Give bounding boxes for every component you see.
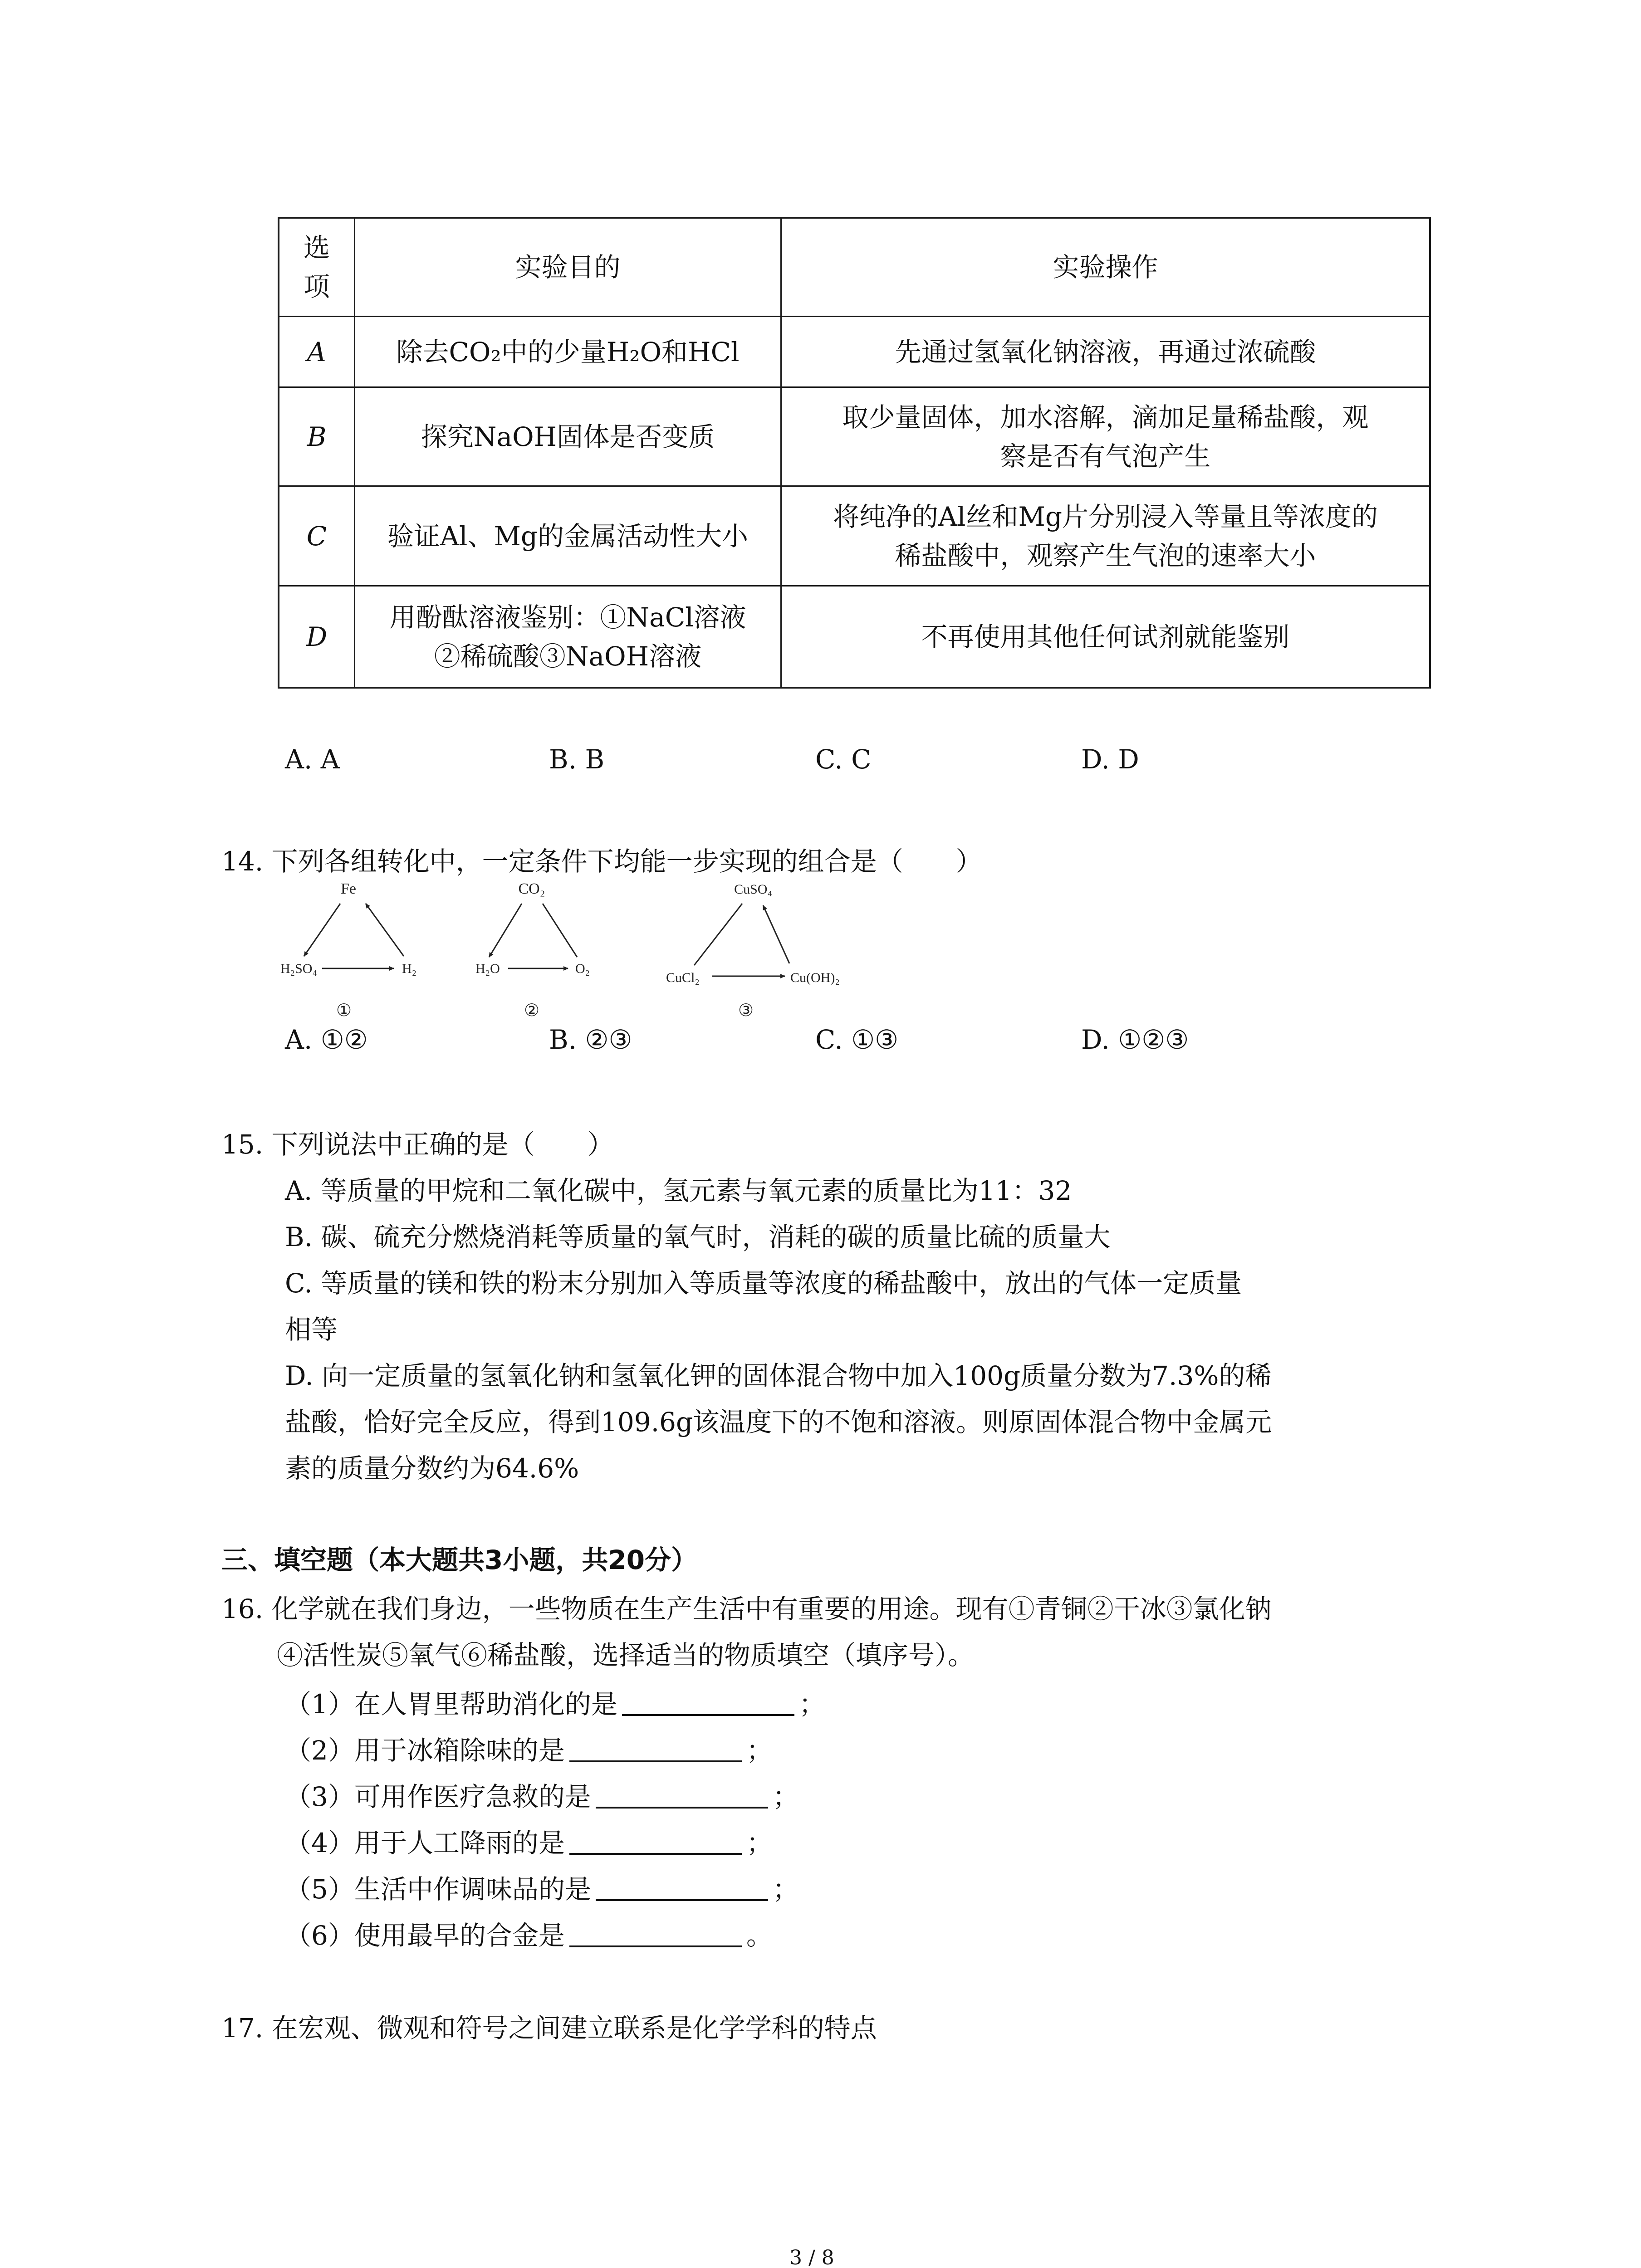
- arrow: [763, 905, 789, 963]
- q15-option-a[interactable]: A. 等质量的甲烷和二氧化碳中，氢元素与氧元素的质量比为11：32: [285, 1175, 1072, 1206]
- table-row-operation: 不再使用其他任何试剂就能鉴别: [921, 621, 1290, 652]
- q16-item-end: ；: [746, 1735, 773, 1766]
- arrow: [366, 904, 404, 956]
- q17-stem: 17. 在宏观、微观和符号之间建立联系是化学学科的特点: [221, 2013, 877, 2043]
- diagram-2-left: H₂O: [475, 961, 500, 976]
- q15-option-b[interactable]: B. 碳、硫充分燃烧消耗等质量的氧气时，消耗的碳的质量比硫的质量大: [285, 1222, 1111, 1252]
- table-border-bottom: [278, 687, 1431, 689]
- q16-item-3: [285, 1775, 799, 1813]
- q14-stem: 14. 下列各组转化中，一定条件下均能一步实现的组合是（ ）: [221, 846, 982, 877]
- q16-item-end: 。: [746, 1920, 773, 1951]
- q16-item-text: （2）用于冰箱除味的是: [285, 1735, 565, 1766]
- q14-diagrams: [268, 880, 903, 1025]
- answer-blank[interactable]: [569, 1919, 742, 1947]
- q15-option-c[interactable]: C. 等质量的镁和铁的粉末分别加入等质量等浓度的稀盐酸中，放出的气体一定质量: [285, 1268, 1242, 1299]
- table-row-purpose: 探究NaOH固体是否变质: [421, 421, 715, 452]
- answer-blank[interactable]: [622, 1688, 794, 1716]
- table-header-operation: 实验操作: [1053, 252, 1158, 283]
- q14-option-c[interactable]: C. ①③: [815, 1024, 899, 1055]
- q13-option-c[interactable]: C. C: [815, 744, 872, 775]
- q13-option-a[interactable]: A. A: [285, 744, 340, 775]
- q16-item-text: （1）在人胃里帮助消化的是: [285, 1689, 617, 1720]
- q16-item-text: （4）用于人工降雨的是: [285, 1828, 565, 1858]
- q15-stem: 15. 下列说法中正确的是（ ）: [221, 1129, 614, 1160]
- table-row-operation: 取少量固体，加水溶解，滴加足量稀盐酸，观 察是否有气泡产生: [842, 401, 1369, 472]
- q16-item-4: [285, 1822, 773, 1860]
- diagram-2: [475, 880, 590, 1020]
- section-title: 三、填空题（本大题共3小题，共20分）: [221, 1545, 698, 1575]
- diagram-2-label: ②: [524, 1001, 540, 1020]
- table-row-purpose: 验证Al、Mg的金属活动性大小: [387, 520, 748, 552]
- diagram-3-top: CuSO₄: [734, 882, 772, 897]
- table-row-option: B: [307, 421, 327, 452]
- table-row-option: A: [307, 336, 326, 367]
- q16-item-end: ；: [772, 1874, 799, 1905]
- q15-option-d-cont: 盐酸，恰好完全反应，得到109.6g该温度下的不饱和溶液。则原固体混合物中金属元: [285, 1407, 1272, 1437]
- q15-option-d[interactable]: D. 向一定质量的氢氧化钠和氢氧化钾的固体混合物中加入100g质量分数为7.3%的稀: [285, 1360, 1272, 1391]
- q16-item-text: （6）使用最早的合金是: [285, 1920, 565, 1951]
- table-row-operation: 先通过氢氧化钠溶液，再通过浓硫酸: [895, 336, 1316, 367]
- q16-item-text: （3）可用作医疗急救的是: [285, 1781, 591, 1812]
- table-header-purpose: 实验目的: [515, 252, 621, 283]
- q16-item-end: ；: [772, 1781, 799, 1812]
- diagram-1-label: ①: [336, 1001, 352, 1020]
- q13-option-d[interactable]: D. D: [1081, 744, 1139, 775]
- q16-item-1: [285, 1683, 825, 1721]
- q14-option-a[interactable]: A. ①②: [285, 1024, 368, 1055]
- line: [694, 904, 742, 965]
- answer-blank[interactable]: [596, 1873, 768, 1901]
- experiment-table: [278, 217, 1431, 689]
- q16-stem: 16. 化学就在我们身边，一些物质在生产生活中有重要的用途。现有①青铜②干冰③氯化钠: [221, 1593, 1272, 1624]
- arrow: [489, 904, 522, 957]
- diagram-2-right: O₂: [575, 961, 590, 976]
- answer-blank[interactable]: [596, 1780, 768, 1809]
- q16-stem-cont: ④活性炭⑤氧气⑥稀盐酸，选择适当的物质填空（填序号）。: [277, 1640, 975, 1671]
- table-row-purpose: 除去CO₂中的少量H₂O和HCl: [396, 336, 740, 367]
- table-row-purpose: 用酚酞溶液鉴别：①NaCl溶液 ②稀硫酸③NaOH溶液: [389, 601, 746, 672]
- q16-item-end: ；: [798, 1689, 825, 1720]
- q14-option-d[interactable]: D. ①②③: [1081, 1024, 1189, 1055]
- q16-item-2: [285, 1729, 773, 1767]
- diagram-3-right: Cu(OH)₂: [790, 970, 840, 985]
- answer-blank[interactable]: [569, 1734, 742, 1762]
- arrow: [304, 904, 340, 956]
- table-row-option: C: [306, 520, 327, 552]
- q16-item-text: （5）生活中作调味品的是: [285, 1874, 591, 1905]
- page-number: 3 / 8: [789, 2246, 834, 2268]
- table-border-right: [1429, 217, 1431, 689]
- q16-item-6: [285, 1914, 773, 1952]
- table-header-option: 选项: [303, 232, 330, 302]
- q14-option-b[interactable]: B. ②③: [549, 1024, 632, 1055]
- q15-option-d-cont: 素的质量分数约为64.6%: [285, 1453, 579, 1484]
- q16-item-5: [285, 1868, 799, 1906]
- table-row-operation: 将纯净的Al丝和Mg片分别浸入等量且等浓度的 稀盐酸中，观察产生气泡的速率大小: [833, 501, 1378, 571]
- diagram-2-top: CO₂: [518, 880, 545, 897]
- diagram-3-left: CuCl₂: [666, 970, 700, 985]
- diagram-1-left: H₂SO₄: [280, 961, 317, 976]
- q15-option-c-cont: 相等: [285, 1314, 338, 1345]
- diagram-1: [280, 880, 416, 1020]
- diagram-1-right: H₂: [402, 961, 417, 976]
- line: [543, 904, 577, 957]
- diagram-3-label: ③: [738, 1001, 754, 1020]
- table-row-option: D: [306, 621, 328, 652]
- q13-option-b[interactable]: B. B: [549, 744, 605, 775]
- q16-item-end: ；: [746, 1828, 773, 1858]
- diagram-1-top: Fe: [341, 880, 356, 897]
- answer-blank[interactable]: [569, 1827, 742, 1855]
- diagram-3: [666, 882, 840, 1020]
